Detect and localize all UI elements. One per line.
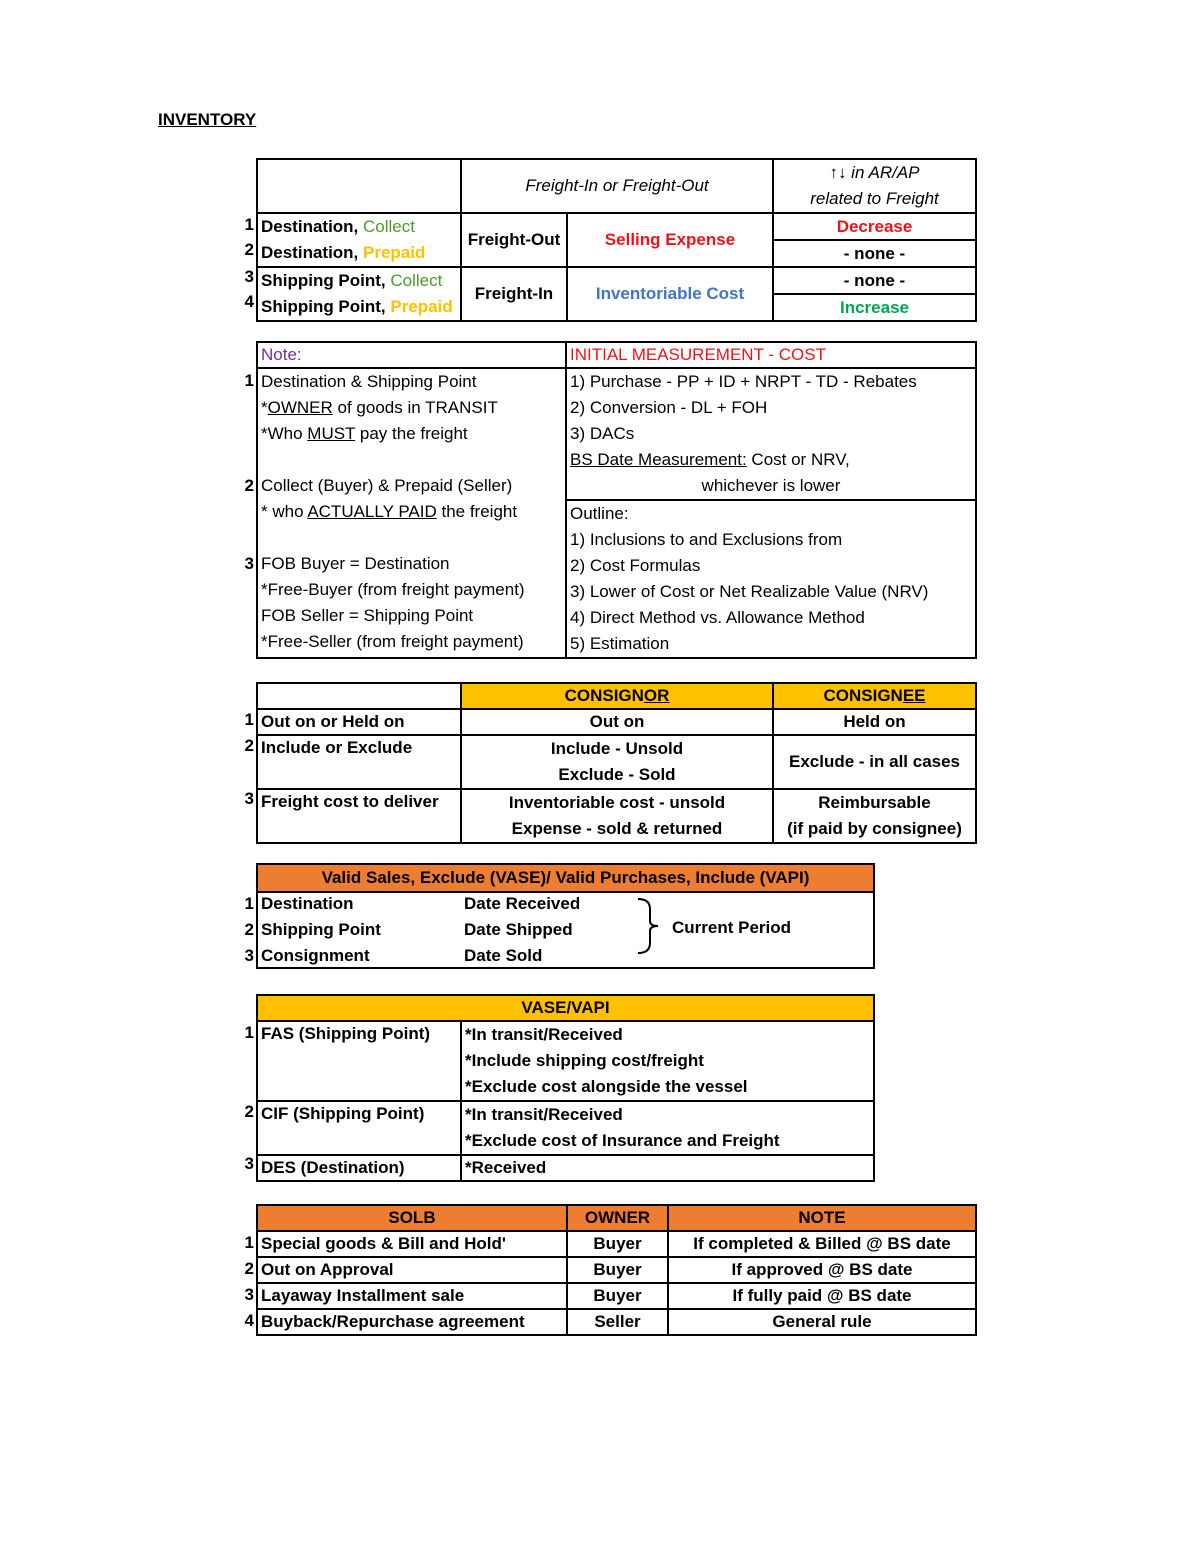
selling-expense-cell: Selling Expense [567,213,773,267]
solb-row-label: Special goods & Bill and Hold' [257,1231,567,1257]
blank-header-cell [257,683,461,709]
row-number: 1 [244,215,254,234]
blank-header-cell [257,159,461,213]
solb-note: If completed & Billed @ BS date [668,1231,976,1257]
shipping-point-cell: Shipping Point, Collect Shipping Point, Prepaid [257,267,461,321]
vapi-header: VASE/VAPI [257,995,874,1021]
consign-row-label: Include or Exclude [257,735,461,789]
freight-in-cell: Freight-In [461,267,567,321]
vapi-row-detail: *In transit/Received *Exclude cost of Insurance and Freight [461,1101,874,1155]
inventoriable-cost-cell: Inventoriable Cost [567,267,773,321]
freight-table [256,158,977,322]
outline-body: Outline: 1) Inclusions to and Exclusions from 2) Cost Formulas 3) Lower of Cost or Net Realizable Value (NRV) 4) Direct Method vs. Allowance Method 5) Estimation [566,500,976,658]
solb-note: If fully paid @ BS date [668,1283,976,1309]
solb-owner: Buyer [567,1257,668,1283]
current-period-label: Current Period [672,918,792,937]
effect-none: - none - [773,240,976,267]
consignee-cell: Exclude - in all cases [773,735,976,789]
vapi-table [256,994,875,1182]
solb-row-label: Out on Approval [257,1257,567,1283]
consignee-cell: Reimbursable (if paid by consignee) [773,789,976,843]
note-body: Destination & Shipping Point *OWNER of goods in TRANSIT *Who MUST pay the freight Collect (Buyer) & Prepaid (Seller) * who ACTUALLY PAID the freight FOB Buyer = Destination *Free-Buyer (from freight payment) FOB Seller = Shipping Point *Free-Seller (from freight payment) [257,368,566,658]
vapi-row-detail: *In transit/Received *Include shipping cost/freight *Exclude cost alongside the vessel [461,1021,874,1101]
solb-header: SOLB [257,1205,567,1231]
freight-out-cell: Freight-Out [461,213,567,267]
freight-header: Freight-In or Freight-Out [461,159,773,213]
measurement-body: 1) Purchase - PP + ID + NRPT - TD - Rebates 2) Conversion - DL + FOH 3) DACs BS Date Measurement: Cost or NRV, whichever is lower [566,368,976,500]
vase-labels: Destination Shipping Point Consignment [261,894,381,965]
note-table [256,341,977,659]
consign-row-label: Out on or Held on [257,709,461,735]
vapi-row-label: FAS (Shipping Point) [257,1021,461,1101]
vase-table [256,863,875,969]
vapi-row-label: CIF (Shipping Point) [257,1101,461,1155]
consignee-cell: Held on [773,709,976,735]
note-col-header: NOTE [668,1205,976,1231]
vase-body [256,891,875,969]
consignee-header: CONSIGNEE [773,683,976,709]
consignor-header: CONSIGNOR [461,683,773,709]
solb-note: If approved @ BS date [668,1257,976,1283]
vase-dates: Date Received Date Shipped Date Sold [464,894,581,965]
effect-none: - none - [773,267,976,294]
solb-row-label: Buyback/Repurchase agreement [257,1309,567,1335]
vase-header: Valid Sales, Exclude (VASE)/ Valid Purchases, Include (VAPI) [256,863,875,893]
solb-row-label: Layaway Installment sale [257,1283,567,1309]
row-number: 2 [244,240,254,259]
row-number: 3 [244,267,254,286]
solb-owner: Buyer [567,1231,668,1257]
note-header: Note: [257,342,566,368]
solb-owner: Buyer [567,1283,668,1309]
ar-ap-header: ↑↓ in AR/AP related to Freight [773,159,976,213]
page-title: INVENTORY [158,110,257,129]
solb-note: General rule [668,1309,976,1335]
consign-table [256,682,977,844]
vapi-row-detail: *Received [461,1155,874,1181]
row-number: 4 [244,292,254,311]
solb-table [256,1204,977,1336]
consignor-cell: Inventoriable cost - unsold Expense - sold & returned [461,789,773,843]
vapi-row-label: DES (Destination) [257,1155,461,1181]
consignor-cell: Include - Unsold Exclude - Sold [461,735,773,789]
consign-row-label: Freight cost to deliver [257,789,461,843]
owner-header: OWNER [567,1205,668,1231]
destination-cell: Destination, Collect Destination, Prepaid [257,213,461,267]
initial-measurement-header: INITIAL MEASUREMENT - COST [566,342,976,368]
consignor-cell: Out on [461,709,773,735]
solb-owner: Seller [567,1309,668,1335]
right-brace-icon [632,897,668,955]
effect-decrease: Decrease [773,213,976,240]
effect-increase: Increase [773,294,976,321]
